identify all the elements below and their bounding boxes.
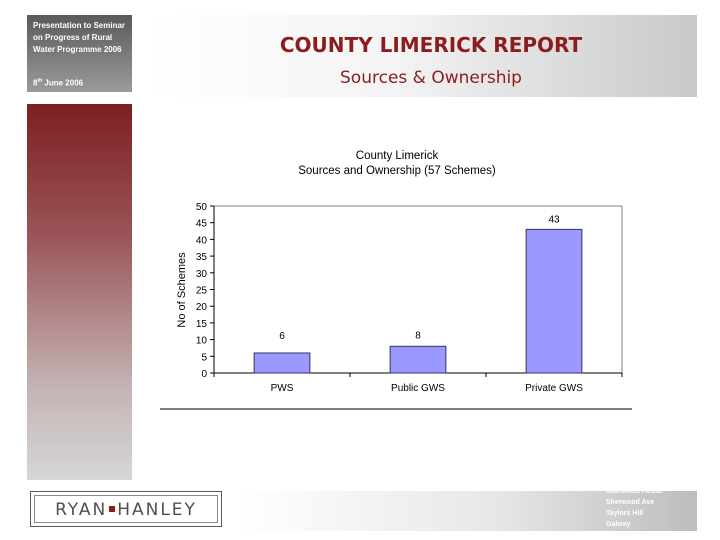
data-label: 6 [279,330,285,342]
address-line: Sherwood House [606,488,664,495]
y-tick-label: 20 [195,302,207,314]
company-address [606,486,663,530]
bar [526,229,582,373]
logo-right-word: HANLEY [117,500,197,520]
x-tick-label: PWS [270,383,294,394]
data-label: 43 [548,214,560,226]
data-label: 8 [415,330,421,342]
page-subtitle: Sources & Ownership [340,68,522,88]
y-tick-label: 15 [195,318,207,330]
address-line: Taylors Hill [606,510,644,517]
y-tick-label: 30 [195,268,207,280]
chart-subtitle: Sources and Ownership (57 Schemes) [298,165,496,177]
y-tick-label: 5 [201,352,207,364]
y-tick-label: 40 [195,235,207,247]
y-tick-label: 10 [195,335,207,347]
y-tick-label: 0 [201,369,207,380]
y-axis-label: No of Schemes [176,252,188,328]
bar [390,346,446,373]
y-tick-label: 35 [195,252,207,264]
ryan-hanley-logo [30,491,222,527]
y-tick-label: 45 [195,218,207,230]
page-title: COUNTY LIMERICK REPORT [279,33,583,57]
logo-left-word: RYAN [55,500,108,520]
x-tick-label: Public GWS [391,383,445,394]
bar [254,353,310,373]
logo-square-icon [109,506,115,512]
date-rest: June 2006 [42,78,84,88]
y-tick-label: 50 [195,202,207,213]
y-tick-label: 25 [195,285,207,297]
date-day: 8 [33,78,38,88]
presentation-text: Presentation to Seminar on Progress of Rural Water Programme 2006 [33,21,126,54]
logo-text [31,500,221,520]
address-line: Sherwood Ave [606,499,655,506]
x-tick-label: Private GWS [525,383,583,394]
chart-title: County Limerick [355,150,439,162]
date-suffix: th [37,78,43,84]
address-line: Galway [606,521,631,528]
